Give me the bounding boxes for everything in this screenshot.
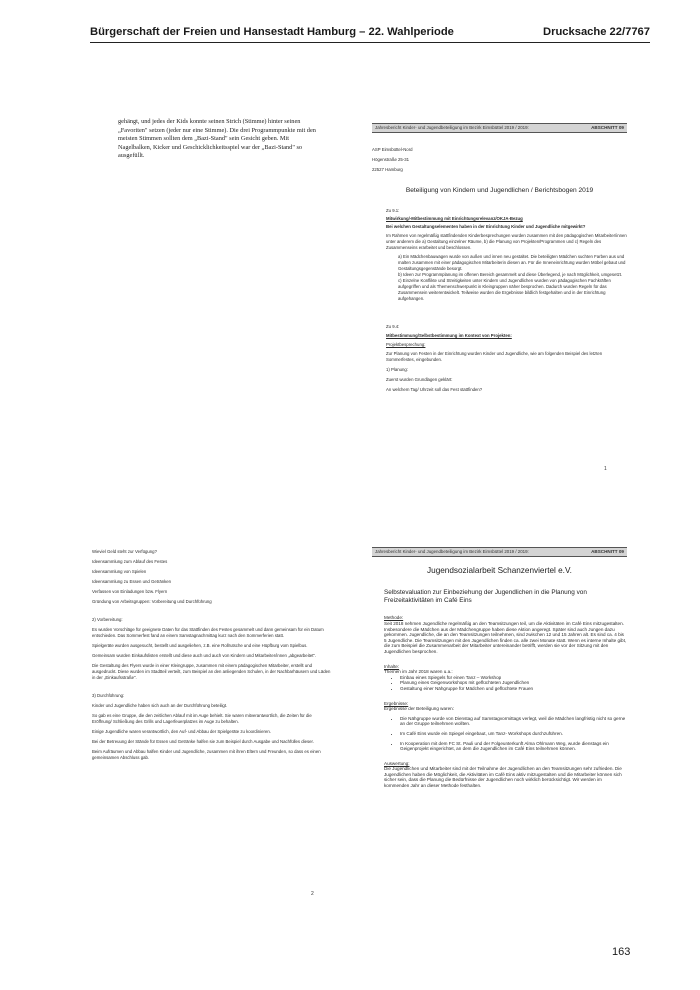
band-text: Jahresbericht Kinder- und Jugendbeteiligung im Bezirk Eimsbüttel 2019 / 2019:: [375, 125, 529, 130]
paragraph: Ergebnisse der Beteiligung waren:: [384, 706, 454, 712]
paragraph: Die Gestaltung des Flyers wurde in einer Kleingruppe, zusammen mit einem pädagogischen Mitarbeiter, erstellt und ausgedruckt. Diese wurden im Stadtteil verteilt, zum Beispiel an den anliegenden Schulen, in der Nachbarhäusern und Läden in der „Einkaufsstraße".: [92, 663, 331, 680]
text-line: ausgefüllt.: [118, 152, 145, 160]
report-band: [372, 547, 627, 557]
section-number: Zu 9.4:: [386, 324, 400, 329]
list-item: • Planung eines Geigenworkshops mit geflüchteten Jugendlichen: [400, 680, 627, 686]
paragraph: Zuerst wurden Grundlagen geklärt:: [386, 377, 453, 382]
step-heading: 1) Planung:: [386, 367, 408, 372]
list-item: b) Ideen zur Programmplanung im offenen Bereich gesammelt und diese Überlegend, je nach Möglichkeit, umgesetzt.: [398, 272, 623, 277]
section-subtitle: Mitwirkung/-Mitbestimmung mit Einrichtungsrelevanz/OKJA-Bezug: [386, 216, 523, 221]
section-subtitle: Mitbestimmung/Selbstbestimmung im Kontext von Projekten:: [386, 333, 512, 338]
band-section: ABSCHNITT 09: [591, 549, 624, 554]
evaluation-body: [384, 615, 627, 788]
text-line: Ideensammlung zu Essen und Getränken: [92, 579, 172, 584]
topic-list: [390, 675, 627, 692]
section-number: Zu 9.1:: [386, 208, 400, 213]
section-heading: Methode:: [384, 615, 404, 621]
text-line: Wieviel Geld steht zur Verfügung?: [92, 549, 157, 554]
page-fragment-bottom-left: [92, 549, 332, 761]
text-line: Gründung von Arbeitsgruppen: Vorbereitung und Durchführung: [92, 599, 212, 604]
title-line: Selbstevaluation zur Einbeziehung der Jugendlichen in die Planung von: [384, 589, 587, 596]
paragraph: Seit 2018 nehmen Jugendliche regelmäßig an den Teamsitzungen teil, um die Aktivitäten im Café Eins mitzugestalten. Insbesondere die Mädchen aus der Mädchengruppe haben diese Aktion angeregt. Später sind auch Jungen dazu gekommen. Jugendliche, die an den Teamsitzungen teilnehmen, sind zwischen 12 und 15 Jahren alt. Es sind ca. 4 bis 5 Jugendliche. Die Teamsitzungen mit den Jugendlichen finden ca. alle zwei Monate statt. Wenn es interne Inhalte gibt, die zum Beispiel die Zusammenarbeit der Mitarbeiter untereinander betrifft, werden sie vor der Sitzung mit den Jugendlichen besprochen.: [384, 621, 627, 654]
band-section: ABSCHNITT 09: [591, 125, 624, 130]
section-subtitle: Projektbesprechung:: [386, 342, 426, 347]
text-line: Ideensammlung von Spielen: [92, 569, 147, 574]
page-number-main: 163: [612, 946, 631, 958]
title-line: Freizeitaktivitäten im Café Eins: [384, 597, 472, 605]
section-9-1: [386, 208, 627, 302]
list-item: • Die Nähgruppe wurde von Dienstag auf Samstagvormittags verlegt, weil die Mädchen langfristig nicht so gerne an der Gruppe teilnehmen wollten.: [400, 716, 627, 727]
header-rule: [90, 42, 650, 43]
text-line: Nagelbalken, Kicker und Geschicklichkeitsspiel war der „Bazi-Stand" so: [118, 143, 303, 151]
list-item: • Im Café Eins wurde ein Spiegel eingebaut, um Tanz- Workshops durchzuführen.: [400, 731, 627, 737]
list-item: • Gestaltung einer Nähgruppe für Mädchen und geflüchtete Frauen: [400, 686, 627, 692]
report-band: [372, 123, 627, 133]
paragraph: Es wurden Vorschläge für geeignete Daten für das Stattfinden des Festes gesammelt und dann gemeinsam für ein Datum entschieden. Das Sommerfest fand an einem Samstagnachmittag kurz nach den Sommerferien statt.: [92, 627, 324, 638]
intro-paragraph: Im Rahmen von regelmäßig stattfindenden Kinderbesprechungen wurden zusammen mit den pädagogischen Mitarbeiter/innen unter anderem die a) Gestaltung einzelner Räume, b) die Planung von Projekten/Programmen und c) Regeln des Zusammenseins erarbeitet und beschlossen.: [386, 233, 627, 250]
text-line: Ideensammlung zum Ablauf des Festes: [92, 559, 168, 564]
paragraph: Bei der Betreuung der Stände für Essen und Getränke halfen sie zum Beispiel durch Ausgabe und Nachfülles dieser.: [92, 739, 314, 744]
report-title: Beteiligung von Kindern und Jugendlichen / Berichtsbogen 2019: [405, 187, 594, 194]
list-item: c) Einzelne Konflikte und Streitigkeiten unter Kindern und Jugendlichen wurden von pädagogischen Fachkräften aufgegriffen und als Themenschwerpunkt in Kleingruppen näher besprochen. Dadurch wurden Regeln für das Zusammensein weiterentwickelt. Teilweise wurden die Ergebnisse bildlich festgehalten und in der Einrichtung aufgehangen.: [398, 278, 611, 301]
parliament-title: Bürgerschaft der Freien und Hansestadt Hamburg – 22. Wahlperiode: [90, 26, 454, 38]
address-line: ASP Eimsbüttel-Nord: [372, 147, 413, 152]
list-item: • Einbau eines Spiegels für einen Tanz – Workshop: [400, 675, 627, 681]
paragraph: Spielgeräte wurden ausgesucht, bestellt und ausgeliehen, z.B. eine Rollrutsche und eine Hüpfburg vom Spielbus.: [92, 643, 308, 648]
list-item: • In Kooperation mit dem FC St. Pauli und der Folgeunterkunft Alma Ohlmann Weg, wurde dienstags ein Geigenprojekt eingerichtet, an dem die Jugendlichen im Café Eins teilnehmen können.: [400, 741, 627, 752]
paragraph: Beim Aufräumen und Abbau halfen Kinder und Jugendliche, zusammen mit ihren Eltern und Freunden, so dass es einen gemeinsamen Abschluss gab.: [92, 749, 321, 760]
paragraph: Gemeinsam wurden Einkaufslisten erstellt und diese auch und auch von Kindern und Mitarbeiter/innen „abgearbeitet".: [92, 653, 317, 658]
page-fragment-top-right: [372, 123, 627, 472]
text-line: „Favoriten" setzen (jeder nur eine Stimme). Die drei Programmpunkte mit den: [118, 126, 316, 134]
question: Bei welchen Gestaltungselementen haben in der Einrichtung Kinder und Jugendliche mitgewirkt?: [386, 224, 586, 229]
list-item: a) Ein Mädchenbauwagen wurde von außen und innen neu gestaltet. Die beteiligten Mädchen suchten Farben aus und malten zusammen mit einer pädagogischen Mitarbeiterin diesen an. Für die Inneneinrichtung wurden Möbel gebaut und Gestaltungsgegenstände besorgt.: [398, 254, 626, 271]
evaluation-title: [384, 589, 627, 605]
paragraph: Einige Jugendliche waren verantwortlich, den Auf- und Abbau der Spielgeräte zu koordinieren.: [92, 729, 271, 734]
band-text: Jahresbericht Kinder- und Jugendbeteiligung im Bezirk Eimsbüttel 2019 / 2019:: [375, 549, 529, 554]
page-number: 1: [604, 466, 607, 472]
paragraph: Themen im Jahr 2018 waren u.a.:: [384, 669, 453, 675]
print-number: Drucksache 22/7767: [543, 26, 650, 38]
section-heading: Auswertung:: [384, 760, 410, 766]
step-heading: 3) Durchführung:: [92, 693, 125, 698]
paragraph: Die Jugendlichen und Mitarbeiter sind mit der Teilnahme der Jugendlichen an den Teamsitzungen sehr zufrieden. Die Jugendlichen haben die Möglichkeit, die Aktivitäten im Café Eins aktiv mitzugestalten und die Mitarbeiter können sich sicher sein, dass die Planung die Bedürfnisse der Jugendlichen noch wirklich berücksichtigt. Wir werden im kommenden Jahr an dieser Methode festhalten.: [384, 766, 622, 789]
page-fragment-bottom-right: [372, 547, 627, 789]
address-line: Högenstraße 25-31: [372, 157, 410, 162]
paragraph: Zur Planung von Festen in der Einrichtung wurden Kinder und Jugendliche, wie am folgenden Beispiel des letzten Sommerfestes, eingebunden.: [386, 351, 603, 362]
page-fragment-top-left: [118, 118, 333, 161]
paragraph: An welchem Tag/ Uhrzeit soll das Fest stattfinden?: [386, 387, 483, 392]
section-9-4: [386, 324, 627, 393]
organization-name: Jugendsozialarbeit Schanzenviertel e.V.: [427, 566, 572, 575]
text-line: gehängt, und jedes der Kids konnte seinen Strich (Stimme) hinter seinen: [118, 118, 301, 125]
page-number: 2: [311, 891, 314, 897]
section-heading: Inhalte:: [384, 663, 400, 669]
address-line: 22527 Hamburg: [372, 167, 403, 172]
item-list: [386, 254, 627, 302]
document-header: [90, 26, 650, 38]
address-block: [372, 147, 627, 173]
paragraph: So gab es eine Gruppe, die den zeitlichen Ablauf mit im Auge behielt. Sie waren mitverantwortlich, die Zeiten für die Eröffnung/ Schließung des Grills und Lagerfeuerplatzes im Auge zu behalten.: [92, 713, 312, 724]
text-line: meisten Stimmen sollten dem „Bazi-Stand" sein Gesicht geben. Mit: [118, 135, 289, 143]
step-heading: 2) Vorbereitung:: [92, 617, 123, 622]
text-line: Verfassen von Einladungen bzw. Flyern: [92, 589, 168, 594]
paragraph: Kinder und Jugendliche haben sich auch an der Durchführung beteiligt.: [92, 703, 228, 708]
section-heading: Ergebnisse:: [384, 700, 409, 706]
results-list: [390, 716, 627, 752]
